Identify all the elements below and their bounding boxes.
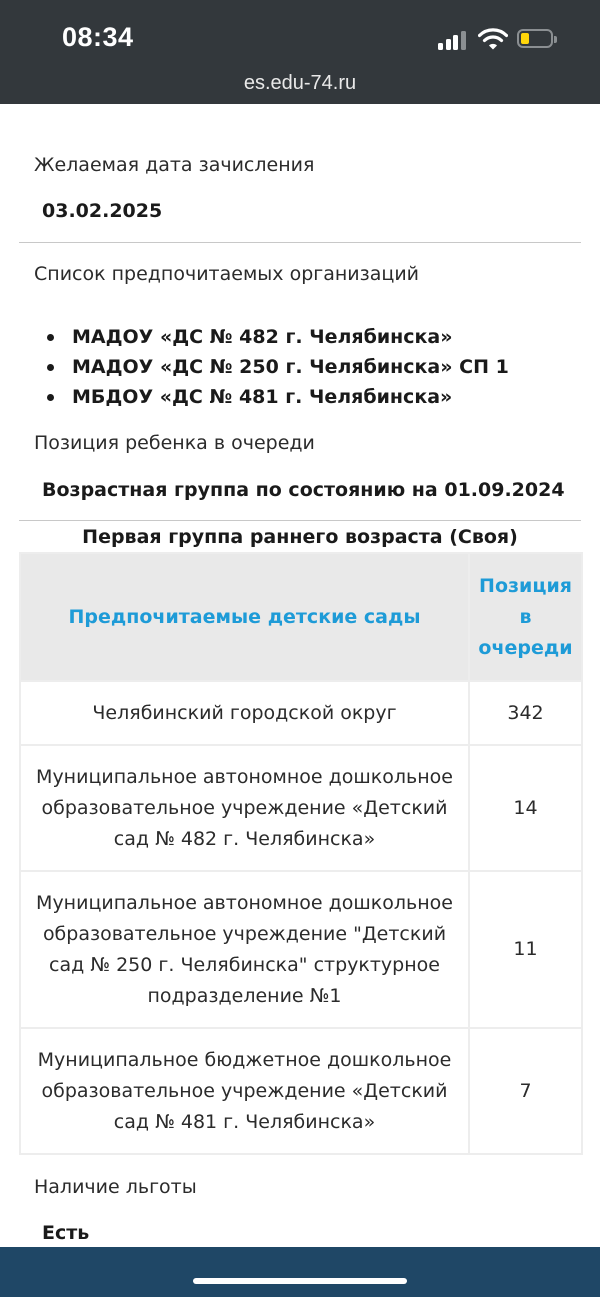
table-row	[20, 681, 582, 745]
list-item: МАДОУ «ДС № 482 г. Челябинска»	[46, 322, 509, 352]
age-group-heading: Возрастная группа по состоянию на 01.09.2024	[42, 479, 565, 501]
status-time: 08:34	[62, 22, 134, 52]
address-bar-url[interactable]: es.edu-74.ru	[243, 72, 357, 94]
battery-low-icon	[517, 29, 553, 48]
browser-bottom-bar	[0, 1247, 600, 1297]
list-item: МАДОУ «ДС № 250 г. Челябинска» СП 1	[46, 352, 509, 382]
list-item: МБДОУ «ДС № 481 г. Челябинска»	[46, 382, 509, 412]
browser-top-bar	[0, 0, 600, 104]
divider	[19, 520, 581, 521]
table-row	[20, 1028, 582, 1154]
table-row	[20, 745, 582, 871]
divider	[19, 242, 581, 243]
header-queue-position: Позиция в очереди	[469, 553, 582, 681]
garden-name-cell: Муниципальное автономное дошкольное образовательное учреждение «Детский сад № 482 г. Челябинска»	[20, 745, 469, 871]
queue-position-cell: 342	[469, 681, 582, 745]
home-indicator[interactable]	[193, 1278, 407, 1284]
preferred-orgs-list	[46, 322, 509, 412]
preferred-orgs-label: Список предпочитаемых организаций	[34, 263, 420, 285]
wifi-icon	[478, 27, 508, 51]
benefit-label: Наличие льготы	[34, 1176, 197, 1198]
desired-date-label: Желаемая дата зачисления	[34, 154, 315, 176]
table-header-row	[20, 553, 582, 681]
desired-date-value: 03.02.2025	[42, 200, 163, 222]
queue-position-label: Позиция ребенка в очереди	[34, 432, 315, 454]
queue-position-cell: 11	[469, 871, 582, 1028]
queue-position-cell: 14	[469, 745, 582, 871]
garden-name-cell: Челябинский городской округ	[20, 681, 469, 745]
garden-name-cell: Муниципальное автономное дошкольное образовательное учреждение "Детский сад № 250 г. Челябинска" структурное подразделение №1	[20, 871, 469, 1028]
queue-table	[19, 552, 583, 1155]
garden-name-cell: Муниципальное бюджетное дошкольное образовательное учреждение «Детский сад № 481 г. Челябинска»	[20, 1028, 469, 1154]
cellular-signal-icon	[438, 30, 468, 50]
benefit-value: Есть	[42, 1222, 90, 1244]
header-preferred-gardens: Предпочитаемые детские сады	[20, 553, 469, 681]
group-title: Первая группа раннего возраста (Своя)	[82, 526, 518, 548]
table-row	[20, 871, 582, 1028]
queue-position-cell: 7	[469, 1028, 582, 1154]
